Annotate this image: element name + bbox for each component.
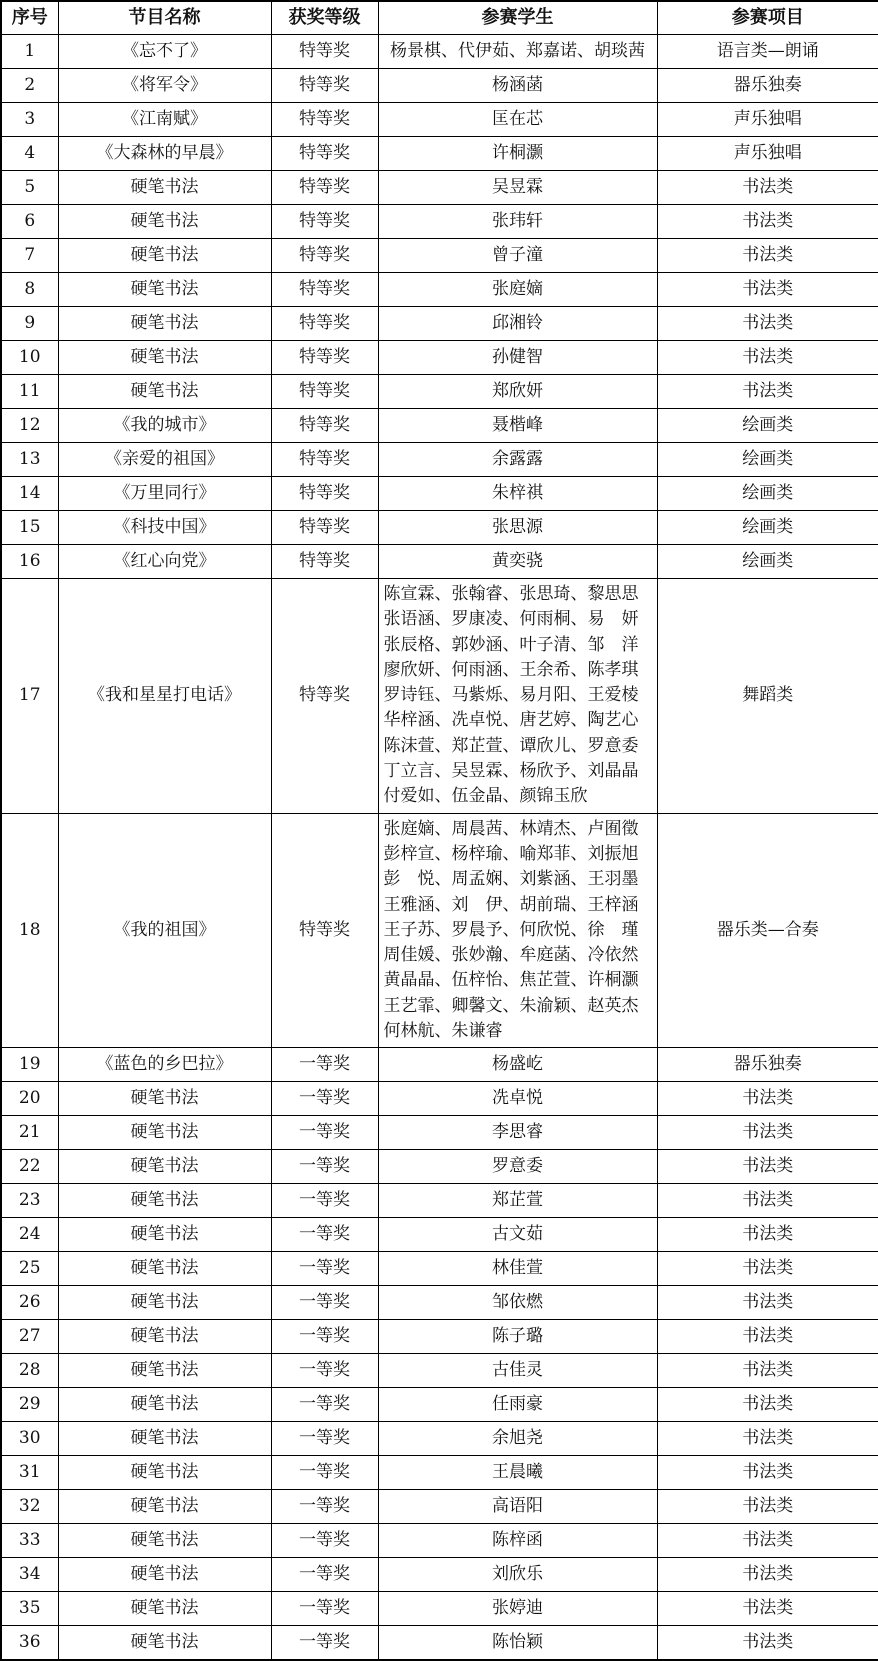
cell-index: 24 bbox=[1, 1218, 58, 1252]
table-header-row bbox=[1, 1, 878, 35]
cell-category: 声乐独唱 bbox=[657, 103, 878, 137]
cell-category: 器乐类—合奏 bbox=[657, 813, 878, 1048]
cell-award: 一等奖 bbox=[271, 1150, 378, 1184]
cell-index: 16 bbox=[1, 545, 58, 579]
cell-program: 硬笔书法 bbox=[58, 341, 271, 375]
cell-index: 10 bbox=[1, 341, 58, 375]
cell-award: 一等奖 bbox=[271, 1490, 378, 1524]
cell-program: 硬笔书法 bbox=[58, 1286, 271, 1320]
cell-award: 特等奖 bbox=[271, 545, 378, 579]
table-row bbox=[1, 1388, 878, 1422]
cell-students: 余旭尧 bbox=[378, 1422, 657, 1456]
cell-award: 特等奖 bbox=[271, 69, 378, 103]
table-row bbox=[1, 1456, 878, 1490]
cell-index: 17 bbox=[1, 579, 58, 814]
table-row bbox=[1, 69, 878, 103]
table-row bbox=[1, 171, 878, 205]
cell-program: 《江南赋》 bbox=[58, 103, 271, 137]
cell-students: 刘欣乐 bbox=[378, 1558, 657, 1592]
cell-students: 聂楷峰 bbox=[378, 409, 657, 443]
cell-index: 13 bbox=[1, 443, 58, 477]
cell-index: 31 bbox=[1, 1456, 58, 1490]
cell-students: 陈子璐 bbox=[378, 1320, 657, 1354]
cell-award: 一等奖 bbox=[271, 1354, 378, 1388]
cell-category: 书法类 bbox=[657, 1320, 878, 1354]
cell-category: 书法类 bbox=[657, 171, 878, 205]
cell-award: 一等奖 bbox=[271, 1388, 378, 1422]
cell-students: 郑欣妍 bbox=[378, 375, 657, 409]
cell-award: 特等奖 bbox=[271, 579, 378, 814]
cell-index: 35 bbox=[1, 1592, 58, 1626]
table-row bbox=[1, 341, 878, 375]
cell-category: 书法类 bbox=[657, 1524, 878, 1558]
cell-category: 书法类 bbox=[657, 1388, 878, 1422]
table-row bbox=[1, 239, 878, 273]
cell-award: 特等奖 bbox=[271, 137, 378, 171]
cell-award: 特等奖 bbox=[271, 409, 378, 443]
col-header-category: 参赛项目 bbox=[657, 1, 878, 35]
cell-award: 特等奖 bbox=[271, 307, 378, 341]
cell-students: 任雨豪 bbox=[378, 1388, 657, 1422]
cell-award: 一等奖 bbox=[271, 1252, 378, 1286]
cell-students: 黄奕骁 bbox=[378, 545, 657, 579]
cell-award: 特等奖 bbox=[271, 511, 378, 545]
cell-category: 绘画类 bbox=[657, 443, 878, 477]
cell-index: 23 bbox=[1, 1184, 58, 1218]
cell-index: 4 bbox=[1, 137, 58, 171]
students-line: 华梓涵、冼卓悦、唐艺婷、陶艺心 bbox=[383, 710, 639, 731]
cell-students: 匡在芯 bbox=[378, 103, 657, 137]
cell-category: 器乐独奏 bbox=[657, 69, 878, 103]
cell-program: 硬笔书法 bbox=[58, 1116, 271, 1150]
cell-program: 硬笔书法 bbox=[58, 1524, 271, 1558]
table-row bbox=[1, 409, 878, 443]
cell-category: 绘画类 bbox=[657, 477, 878, 511]
cell-award: 特等奖 bbox=[271, 35, 378, 69]
cell-award: 特等奖 bbox=[271, 205, 378, 239]
cell-award: 一等奖 bbox=[271, 1184, 378, 1218]
cell-program: 《蓝色的乡巴拉》 bbox=[58, 1048, 271, 1082]
students-line: 彭梓宣、杨梓瑜、喻郑菲、刘振旭 bbox=[383, 843, 639, 864]
cell-category: 器乐独奏 bbox=[657, 1048, 878, 1082]
table-row bbox=[1, 443, 878, 477]
table-row bbox=[1, 137, 878, 171]
cell-index: 34 bbox=[1, 1558, 58, 1592]
students-line: 张辰格、郭妙涵、叶子清、邹 洋 bbox=[383, 634, 639, 655]
table-row bbox=[1, 1490, 878, 1524]
cell-index: 27 bbox=[1, 1320, 58, 1354]
table-row bbox=[1, 1558, 878, 1592]
cell-program: 《我的城市》 bbox=[58, 409, 271, 443]
students-line: 王艺霏、卿馨文、朱渝颖、赵英杰 bbox=[383, 995, 639, 1016]
table-row bbox=[1, 545, 878, 579]
cell-award: 一等奖 bbox=[271, 1592, 378, 1626]
students-line: 王子苏、罗晨予、何欣悦、徐 瑾 bbox=[383, 919, 639, 940]
table-row bbox=[1, 375, 878, 409]
cell-category: 书法类 bbox=[657, 1082, 878, 1116]
cell-category: 书法类 bbox=[657, 239, 878, 273]
cell-award: 特等奖 bbox=[271, 171, 378, 205]
cell-category: 书法类 bbox=[657, 1354, 878, 1388]
cell-program: 《亲爱的祖国》 bbox=[58, 443, 271, 477]
cell-program: 硬笔书法 bbox=[58, 307, 271, 341]
cell-award: 一等奖 bbox=[271, 1048, 378, 1082]
cell-index: 32 bbox=[1, 1490, 58, 1524]
table-row bbox=[1, 1524, 878, 1558]
cell-category: 书法类 bbox=[657, 307, 878, 341]
students-line: 彭 悦、周孟娴、刘紫涵、王羽墨 bbox=[383, 869, 639, 890]
cell-category: 书法类 bbox=[657, 1286, 878, 1320]
cell-students: 罗意委 bbox=[378, 1150, 657, 1184]
cell-category: 书法类 bbox=[657, 341, 878, 375]
cell-students: 李思睿 bbox=[378, 1116, 657, 1150]
cell-category: 书法类 bbox=[657, 1252, 878, 1286]
table-row bbox=[1, 1048, 878, 1082]
col-header-program: 节目名称 bbox=[58, 1, 271, 35]
table-row bbox=[1, 1592, 878, 1626]
cell-index: 22 bbox=[1, 1150, 58, 1184]
cell-program: 《忘不了》 bbox=[58, 35, 271, 69]
students-line: 付爱如、伍金晶、颜锦玉欣 bbox=[383, 786, 588, 807]
cell-category: 书法类 bbox=[657, 1116, 878, 1150]
cell-program: 硬笔书法 bbox=[58, 1184, 271, 1218]
cell-students: 杨涵菡 bbox=[378, 69, 657, 103]
cell-index: 19 bbox=[1, 1048, 58, 1082]
cell-category: 书法类 bbox=[657, 1218, 878, 1252]
table-row bbox=[1, 1286, 878, 1320]
cell-award: 特等奖 bbox=[271, 103, 378, 137]
cell-category: 书法类 bbox=[657, 375, 878, 409]
students-line: 张庭嫡、周晨茜、林靖杰、卢囿徵 bbox=[383, 818, 639, 839]
cell-index: 3 bbox=[1, 103, 58, 137]
table-body bbox=[1, 35, 878, 1661]
cell-index: 5 bbox=[1, 171, 58, 205]
cell-index: 8 bbox=[1, 273, 58, 307]
cell-students: 古佳灵 bbox=[378, 1354, 657, 1388]
students-line: 廖欣妍、何雨涵、王余希、陈孝琪 bbox=[383, 659, 639, 680]
cell-students: 冼卓悦 bbox=[378, 1082, 657, 1116]
cell-index: 11 bbox=[1, 375, 58, 409]
cell-index: 7 bbox=[1, 239, 58, 273]
cell-award: 特等奖 bbox=[271, 273, 378, 307]
cell-index: 25 bbox=[1, 1252, 58, 1286]
cell-students: 张婷迪 bbox=[378, 1592, 657, 1626]
cell-category: 绘画类 bbox=[657, 511, 878, 545]
cell-program: 硬笔书法 bbox=[58, 1388, 271, 1422]
cell-index: 6 bbox=[1, 205, 58, 239]
cell-award: 特等奖 bbox=[271, 239, 378, 273]
cell-category: 书法类 bbox=[657, 1184, 878, 1218]
cell-award: 一等奖 bbox=[271, 1116, 378, 1150]
cell-students: 王晨曦 bbox=[378, 1456, 657, 1490]
table-row bbox=[1, 477, 878, 511]
cell-program: 《我的祖国》 bbox=[58, 813, 271, 1048]
students-line: 陈沫萱、郑芷萱、谭欣儿、罗意委 bbox=[383, 735, 639, 756]
cell-students: 张玮轩 bbox=[378, 205, 657, 239]
table-row bbox=[1, 1150, 878, 1184]
cell-program: 硬笔书法 bbox=[58, 239, 271, 273]
cell-program: 硬笔书法 bbox=[58, 171, 271, 205]
cell-program: 《将军令》 bbox=[58, 69, 271, 103]
cell-award: 一等奖 bbox=[271, 1286, 378, 1320]
cell-students: 陈怡颖 bbox=[378, 1626, 657, 1661]
col-header-students: 参赛学生 bbox=[378, 1, 657, 35]
cell-program: 《大森林的早晨》 bbox=[58, 137, 271, 171]
cell-program: 硬笔书法 bbox=[58, 273, 271, 307]
cell-program: 硬笔书法 bbox=[58, 1354, 271, 1388]
cell-students: 朱梓祺 bbox=[378, 477, 657, 511]
table-row bbox=[1, 1320, 878, 1354]
table-row bbox=[1, 813, 878, 1048]
cell-index: 15 bbox=[1, 511, 58, 545]
table-row bbox=[1, 307, 878, 341]
cell-program: 《万里同行》 bbox=[58, 477, 271, 511]
cell-award: 一等奖 bbox=[271, 1422, 378, 1456]
cell-category: 书法类 bbox=[657, 273, 878, 307]
cell-category: 语言类—朗诵 bbox=[657, 35, 878, 69]
cell-students: 孙健智 bbox=[378, 341, 657, 375]
cell-award: 一等奖 bbox=[271, 1558, 378, 1592]
cell-index: 1 bbox=[1, 35, 58, 69]
table-row bbox=[1, 205, 878, 239]
cell-program: 硬笔书法 bbox=[58, 1150, 271, 1184]
cell-category: 绘画类 bbox=[657, 545, 878, 579]
cell-award: 一等奖 bbox=[271, 1626, 378, 1661]
table-row bbox=[1, 35, 878, 69]
cell-students: 杨景棋、代伊茹、郑嘉诺、胡琰茜 bbox=[378, 35, 657, 69]
cell-students: 邹依燃 bbox=[378, 1286, 657, 1320]
cell-index: 33 bbox=[1, 1524, 58, 1558]
cell-index: 9 bbox=[1, 307, 58, 341]
cell-category: 书法类 bbox=[657, 1558, 878, 1592]
students-line: 罗诗钰、马紫烁、易月阳、王爱棱 bbox=[383, 685, 639, 706]
cell-index: 18 bbox=[1, 813, 58, 1048]
cell-students: 许桐灏 bbox=[378, 137, 657, 171]
cell-category: 绘画类 bbox=[657, 409, 878, 443]
cell-index: 26 bbox=[1, 1286, 58, 1320]
cell-students: 陈梓函 bbox=[378, 1524, 657, 1558]
cell-program: 硬笔书法 bbox=[58, 205, 271, 239]
cell-program: 硬笔书法 bbox=[58, 1456, 271, 1490]
table-row bbox=[1, 1082, 878, 1116]
table-row bbox=[1, 1626, 878, 1661]
cell-award: 特等奖 bbox=[271, 813, 378, 1048]
cell-index: 12 bbox=[1, 409, 58, 443]
cell-index: 20 bbox=[1, 1082, 58, 1116]
cell-award: 特等奖 bbox=[271, 443, 378, 477]
cell-award: 一等奖 bbox=[271, 1524, 378, 1558]
cell-students bbox=[378, 813, 657, 1048]
cell-category: 书法类 bbox=[657, 1592, 878, 1626]
cell-students: 杨盛屹 bbox=[378, 1048, 657, 1082]
cell-award: 一等奖 bbox=[271, 1082, 378, 1116]
cell-program: 《红心向党》 bbox=[58, 545, 271, 579]
cell-students bbox=[378, 579, 657, 814]
cell-students: 张思源 bbox=[378, 511, 657, 545]
students-line: 周佳媛、张妙瀚、牟庭菡、冷依然 bbox=[383, 945, 639, 966]
cell-students: 张庭嫡 bbox=[378, 273, 657, 307]
cell-program: 硬笔书法 bbox=[58, 1422, 271, 1456]
cell-program: 硬笔书法 bbox=[58, 1592, 271, 1626]
cell-category: 书法类 bbox=[657, 205, 878, 239]
cell-program: 《科技中国》 bbox=[58, 511, 271, 545]
cell-program: 硬笔书法 bbox=[58, 1082, 271, 1116]
cell-category: 书法类 bbox=[657, 1626, 878, 1661]
table-row bbox=[1, 1184, 878, 1218]
cell-program: 硬笔书法 bbox=[58, 1252, 271, 1286]
cell-category: 声乐独唱 bbox=[657, 137, 878, 171]
table-row bbox=[1, 1354, 878, 1388]
cell-students: 林佳萱 bbox=[378, 1252, 657, 1286]
students-line: 丁立言、吴昱霖、杨欣予、刘晶晶 bbox=[383, 761, 639, 782]
cell-students: 曾子潼 bbox=[378, 239, 657, 273]
cell-program: 硬笔书法 bbox=[58, 1490, 271, 1524]
cell-index: 21 bbox=[1, 1116, 58, 1150]
table-row bbox=[1, 1218, 878, 1252]
cell-award: 一等奖 bbox=[271, 1320, 378, 1354]
students-line: 何林航、朱谦睿 bbox=[383, 1021, 503, 1042]
cell-category: 书法类 bbox=[657, 1150, 878, 1184]
students-line: 张语涵、罗康凌、何雨桐、易 妍 bbox=[383, 609, 639, 630]
cell-students: 吴昱霖 bbox=[378, 171, 657, 205]
cell-students: 高语阳 bbox=[378, 1490, 657, 1524]
cell-students: 古文茹 bbox=[378, 1218, 657, 1252]
cell-students: 郑芷萱 bbox=[378, 1184, 657, 1218]
cell-program: 硬笔书法 bbox=[58, 1626, 271, 1661]
cell-index: 36 bbox=[1, 1626, 58, 1661]
cell-index: 30 bbox=[1, 1422, 58, 1456]
cell-award: 一等奖 bbox=[271, 1218, 378, 1252]
col-header-index: 序号 bbox=[1, 1, 58, 35]
cell-award: 一等奖 bbox=[271, 1456, 378, 1490]
table-row bbox=[1, 103, 878, 137]
cell-category: 书法类 bbox=[657, 1456, 878, 1490]
table-row bbox=[1, 511, 878, 545]
cell-program: 硬笔书法 bbox=[58, 1218, 271, 1252]
cell-category: 书法类 bbox=[657, 1490, 878, 1524]
students-line: 王雅涵、刘 伊、胡前瑞、王梓涵 bbox=[383, 894, 639, 915]
cell-program: 硬笔书法 bbox=[58, 375, 271, 409]
table-row bbox=[1, 273, 878, 307]
cell-index: 28 bbox=[1, 1354, 58, 1388]
cell-students: 余露露 bbox=[378, 443, 657, 477]
cell-index: 2 bbox=[1, 69, 58, 103]
cell-index: 14 bbox=[1, 477, 58, 511]
cell-category: 舞蹈类 bbox=[657, 579, 878, 814]
students-line: 黄晶晶、伍梓怡、焦芷萱、许桐灏 bbox=[383, 970, 639, 991]
table-row bbox=[1, 1422, 878, 1456]
col-header-award: 获奖等级 bbox=[271, 1, 378, 35]
cell-category: 书法类 bbox=[657, 1422, 878, 1456]
cell-award: 特等奖 bbox=[271, 477, 378, 511]
cell-program: 硬笔书法 bbox=[58, 1558, 271, 1592]
cell-program: 硬笔书法 bbox=[58, 1320, 271, 1354]
cell-award: 特等奖 bbox=[271, 375, 378, 409]
cell-award: 特等奖 bbox=[271, 341, 378, 375]
table-row bbox=[1, 579, 878, 814]
cell-program: 《我和星星打电话》 bbox=[58, 579, 271, 814]
cell-index: 29 bbox=[1, 1388, 58, 1422]
students-line: 陈宣霖、张翰睿、张思琦、黎思思 bbox=[383, 584, 639, 604]
table-row bbox=[1, 1116, 878, 1150]
cell-students: 邱湘铃 bbox=[378, 307, 657, 341]
table-row bbox=[1, 1252, 878, 1286]
